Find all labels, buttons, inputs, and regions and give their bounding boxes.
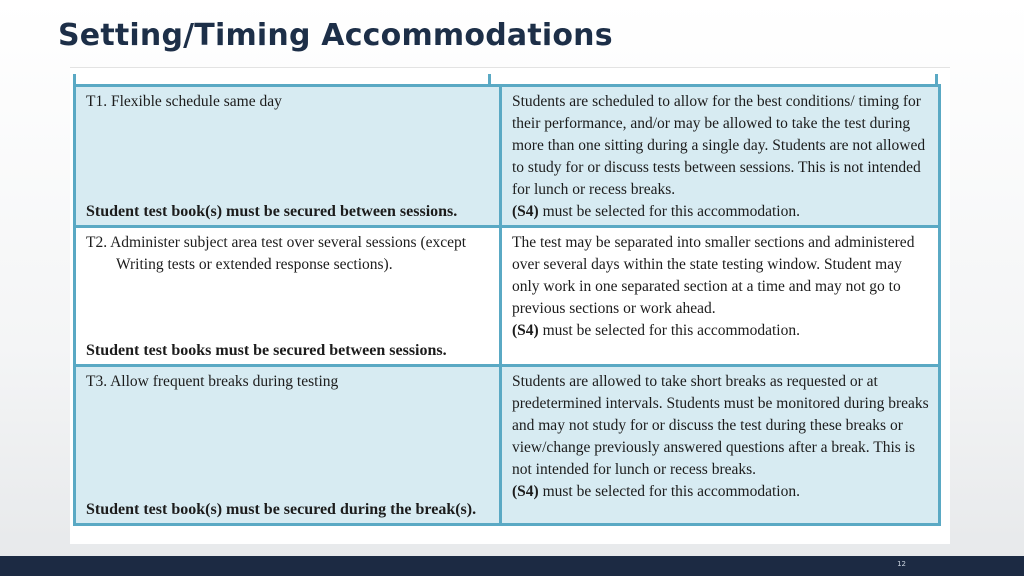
accommodation-cell <box>75 86 501 227</box>
code-note: must be selected for this accommodation. <box>542 203 800 220</box>
description-cell <box>501 366 940 525</box>
code-tag: (S4) <box>512 203 539 220</box>
description-cell <box>501 227 940 366</box>
code-note: must be selected for this accommodation. <box>542 322 800 339</box>
accommodation-cell <box>75 366 501 525</box>
accommodations-table-image <box>70 67 950 544</box>
description-cell <box>501 86 940 227</box>
accommodation-label: T2. Administer subject area test over several sessions (except Writing tests or extended response sections). <box>86 234 467 273</box>
security-note: Student test book(s) must be secured during the break(s). <box>86 501 477 518</box>
page-number: 12 <box>897 560 906 568</box>
table-row <box>75 366 940 525</box>
accommodations-table <box>73 84 941 526</box>
code-tag: (S4) <box>512 322 539 339</box>
footer-bar <box>0 556 1024 576</box>
accommodation-label: T1. Flexible schedule same day <box>86 93 282 110</box>
description-text: Students are scheduled to allow for the best conditions/ timing for their performance, and/or may be allowed to take the test during more than one sitting during a single day. Students are not allowed to study for or discuss tests between sessions. This is not intended for lunch or recess breaks. <box>512 93 926 198</box>
description-text: The test may be separated into smaller sections and administered over several days within the state testing window. Student may only work in one separated section at a time and may not go to previous sections or work ahead. <box>512 234 915 317</box>
security-note: Student test book(s) must be secured between sessions. <box>86 203 458 220</box>
accommodation-cell <box>75 227 501 366</box>
accommodation-label: T3. Allow frequent breaks during testing <box>86 373 339 390</box>
description-text: Students are allowed to take short breaks as requested or at predetermined intervals. Students must be monitored during breaks and may not study for or discuss the test during these breaks or view/change previously answered questions after a break. This is not intended for lunch or recess breaks. <box>512 373 929 478</box>
table-row <box>75 227 940 366</box>
code-tag: (S4) <box>512 483 539 500</box>
code-note: must be selected for this accommodation. <box>542 483 800 500</box>
slide-title: Setting/Timing Accommodations <box>58 18 613 53</box>
table-top-edge <box>70 68 950 85</box>
security-note: Student test books must be secured between sessions. <box>86 342 447 359</box>
table-row <box>75 86 940 227</box>
